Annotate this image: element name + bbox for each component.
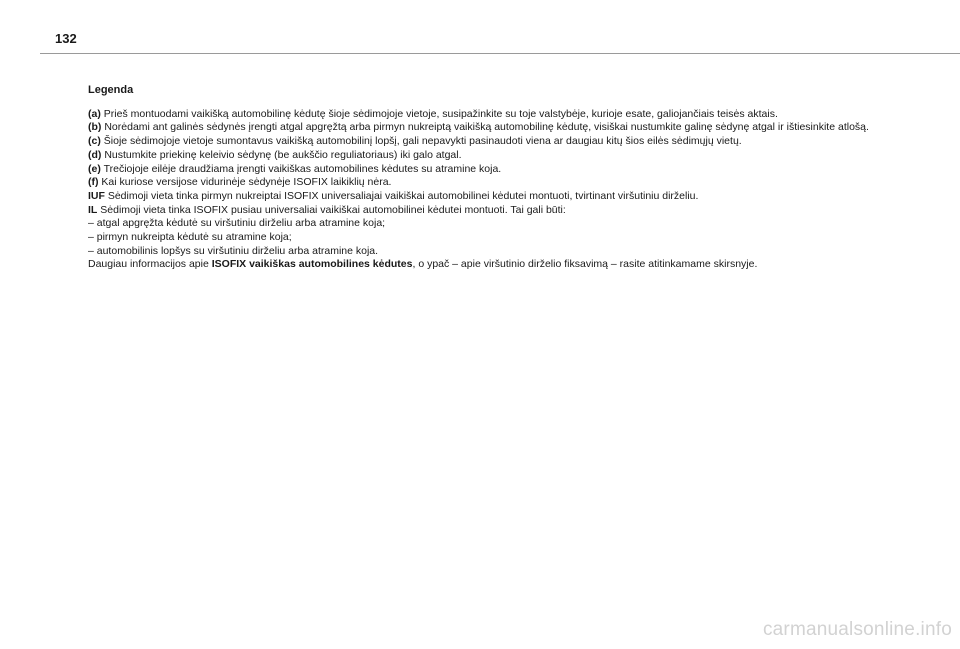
- note-text-after: , o ypač – apie viršutinio dirželio fiksavimą – rasite atitinkamame skirsnyje.: [412, 258, 758, 271]
- header-divider: [40, 53, 960, 54]
- legend-section: [88, 84, 888, 272]
- legend-key: (c): [88, 135, 101, 148]
- legend-text: Nustumkite priekinę keleivio sėdynę (be aukščio reguliatoriaus) iki galo atgal.: [104, 148, 462, 161]
- legend-key: (d): [88, 148, 102, 161]
- list-item: – pirmyn nukreipta kėdutė su atramine koja;: [88, 231, 292, 244]
- list-item: – atgal apgręžta kėdutė su viršutiniu dirželiu arba atramine koja;: [88, 217, 386, 230]
- legend-item-il: [88, 204, 888, 218]
- list-item: – automobilinis lopšys su viršutiniu dirželiu arba atramine koja.: [88, 244, 379, 257]
- legend-text: Šioje sėdimojoje vietoje sumontavus vaikišką automobilinį lopšį, gali nepavykti pasinaudoti viena ar daugiau kitų šios eilės sėdimųjų vietų.: [103, 135, 742, 148]
- legend-item-d: [88, 149, 888, 163]
- legend-item-iuf: [88, 190, 888, 204]
- legend-text: Norėdami ant galinės sėdynės įrengti atgal apgręžtą arba pirmyn nukreiptą vaikišką automobilinę kėdutę, visiškai nustumkite galinę sėdynę atgal ir ištiesinkite atlošą.: [104, 121, 869, 134]
- legend-item-b: [88, 121, 888, 135]
- legend-text: Sėdimoji vieta tinka pirmyn nukreiptai ISOFIX universaliajai vaikiškai automobilinei kėdutei montuoti, tvirtinant viršutiniu dirželiu.: [107, 189, 699, 202]
- legend-text: Prieš montuodami vaikišką automobilinę kėdutę šioje sėdimojoje vietoje, susipažinkite su toje valstybėje, kurioje esate, galiojančiais teisės aktais.: [103, 107, 778, 120]
- watermark: carmanualsonline.info: [762, 619, 952, 640]
- legend-key: IUF: [88, 189, 105, 202]
- legend-key: (b): [88, 121, 102, 134]
- legend-text: Kai kuriose versijose vidurinėje sėdynėje ISOFIX laikiklių nėra.: [101, 176, 392, 189]
- more-info-note: [88, 258, 888, 272]
- legend-text: Sėdimoji vieta tinka ISOFIX pusiau universaliai vaikiškai automobilinei kėdutei montuoti. Tai gali būti:: [100, 203, 566, 216]
- page-number: 132: [55, 31, 77, 46]
- note-text-before: Daugiau informacijos apie: [88, 258, 212, 271]
- legend-key: IL: [88, 203, 98, 216]
- legend-item-c: [88, 135, 888, 149]
- legend-item-e: [88, 163, 888, 177]
- legend-heading: Legenda: [88, 84, 134, 96]
- legend-key: (a): [88, 107, 101, 120]
- isofix-reference: ISOFIX vaikiškas automobilines kėdutes: [211, 258, 413, 271]
- legend-key: (e): [88, 162, 101, 175]
- legend-item-f: [88, 176, 888, 190]
- legend-key: (f): [88, 176, 99, 189]
- legend-text: Trečiojoje eilėje draudžiama įrengti vaikiškas automobilines kėdutes su atramine koja.: [103, 162, 502, 175]
- legend-item-a: [88, 108, 888, 122]
